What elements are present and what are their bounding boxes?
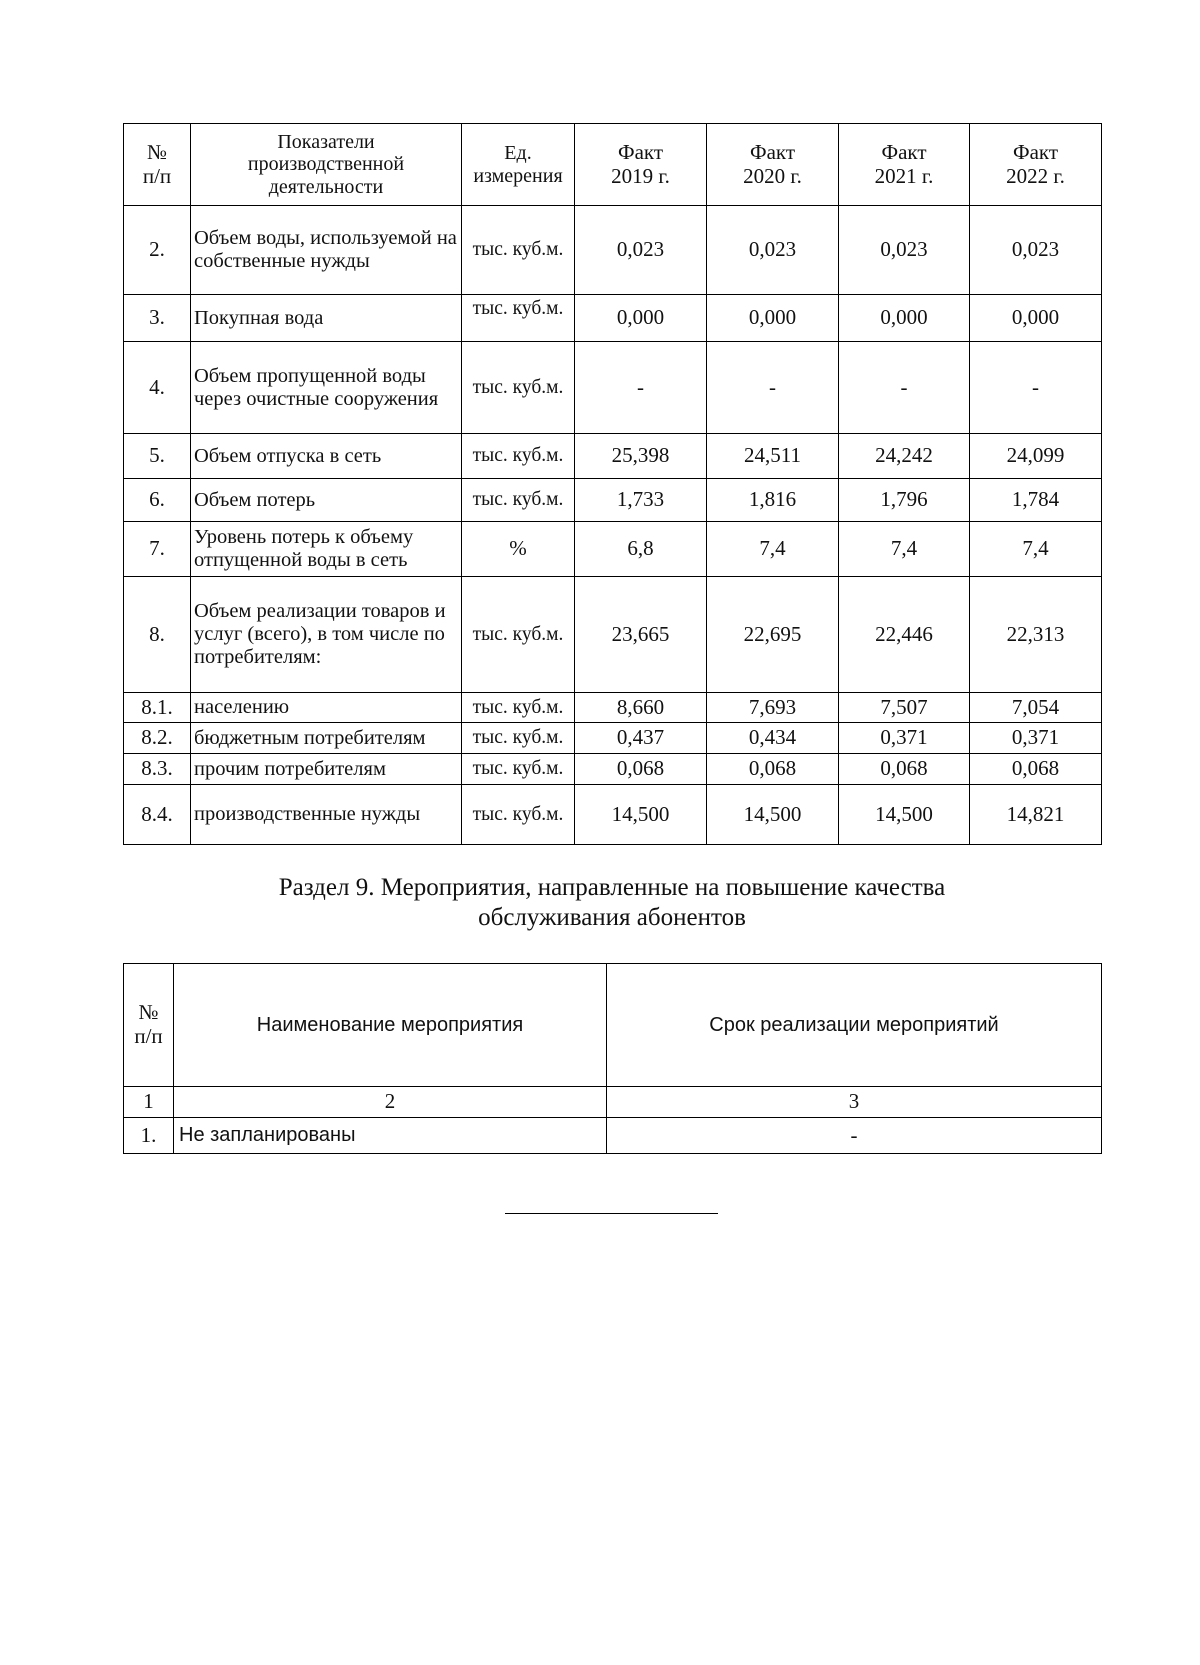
value-2022: 14,821: [970, 785, 1102, 845]
row-unit: тыс. куб.м.: [462, 754, 575, 785]
row-num: 8.4.: [124, 785, 191, 845]
value-2020: 22,695: [707, 577, 839, 693]
value-2019: 8,660: [575, 693, 707, 723]
row-indicator: Объем реализации товаров и услуг (всего), в том числе по потребителям:: [191, 577, 462, 693]
table-row: [124, 522, 1102, 577]
header-implementation-term: Срок реализации мероприятий: [607, 964, 1102, 1087]
value-2019: 25,398: [575, 434, 707, 479]
value-2021: 7,507: [839, 693, 970, 723]
section-title-line-2: обслуживания абонентов: [478, 904, 746, 931]
row-unit: %: [462, 522, 575, 577]
value-2022: -: [970, 342, 1102, 434]
value-2019: 0,437: [575, 723, 707, 754]
value-2021: -: [839, 342, 970, 434]
value-2021: 0,023: [839, 206, 970, 295]
table-row: [124, 342, 1102, 434]
header-fact-2021: Факт 2021 г.: [839, 124, 970, 206]
header-num: № п/п: [124, 124, 191, 206]
value-2022: 0,371: [970, 723, 1102, 754]
value-2020: 7,693: [707, 693, 839, 723]
row-indicator: Объем отпуска в сеть: [191, 434, 462, 479]
row-num: 2.: [124, 206, 191, 295]
header-measure-name: Наименование мероприятия: [174, 964, 607, 1087]
value-2020: 14,500: [707, 785, 839, 845]
value-2022: 22,313: [970, 577, 1102, 693]
row-indicator: Объем воды, используемой на собственные нужды: [191, 206, 462, 295]
value-2019: 23,665: [575, 577, 707, 693]
row-indicator: населению: [191, 693, 462, 723]
value-2020: 1,816: [707, 479, 839, 522]
end-of-document-rule: [505, 1213, 718, 1214]
value-2021: 14,500: [839, 785, 970, 845]
column-number-3: 3: [607, 1087, 1102, 1118]
row-unit: тыс. куб.м.: [462, 434, 575, 479]
value-2019: -: [575, 342, 707, 434]
row-unit: тыс. куб.м.: [462, 723, 575, 754]
row-num: 8.2.: [124, 723, 191, 754]
table-row: [124, 577, 1102, 693]
table-row: [124, 1118, 1102, 1154]
value-2021: 0,068: [839, 754, 970, 785]
row-unit: тыс. куб.м.: [462, 785, 575, 845]
value-2019: 0,023: [575, 206, 707, 295]
row-num: 7.: [124, 522, 191, 577]
header-num: № п/п: [124, 964, 174, 1087]
row-num: 8.3.: [124, 754, 191, 785]
table-header-row: [124, 964, 1102, 1087]
row-indicator: бюджетным потребителям: [191, 723, 462, 754]
production-indicators-table: [123, 123, 1102, 845]
table-row: [124, 754, 1102, 785]
header-indicator: Показатели производственной деятельности: [191, 124, 462, 206]
value-2020: 0,023: [707, 206, 839, 295]
row-implementation-term: -: [607, 1118, 1102, 1154]
header-fact-2019: Факт 2019 г.: [575, 124, 707, 206]
header-fact-2020: Факт 2020 г.: [707, 124, 839, 206]
value-2019: 0,000: [575, 295, 707, 342]
row-unit: тыс. куб.м.: [462, 295, 575, 342]
table-row: [124, 693, 1102, 723]
value-2019: 0,068: [575, 754, 707, 785]
row-unit: тыс. куб.м.: [462, 577, 575, 693]
value-2021: 7,4: [839, 522, 970, 577]
row-indicator: Объем пропущенной воды через очистные сооружения: [191, 342, 462, 434]
row-measure-name: Не запланированы: [174, 1118, 607, 1154]
value-2022: 0,023: [970, 206, 1102, 295]
column-number-2: 2: [174, 1087, 607, 1118]
value-2022: 0,000: [970, 295, 1102, 342]
table-row: [124, 723, 1102, 754]
row-num: 5.: [124, 434, 191, 479]
value-2020: 0,000: [707, 295, 839, 342]
column-number-1: 1: [124, 1087, 174, 1118]
value-2022: 24,099: [970, 434, 1102, 479]
value-2019: 1,733: [575, 479, 707, 522]
row-indicator: прочим потребителям: [191, 754, 462, 785]
value-2020: 7,4: [707, 522, 839, 577]
column-numbers-row: [124, 1087, 1102, 1118]
row-unit: тыс. куб.м.: [462, 342, 575, 434]
value-2019: 6,8: [575, 522, 707, 577]
value-2022: 0,068: [970, 754, 1102, 785]
row-unit: тыс. куб.м.: [462, 479, 575, 522]
value-2021: 0,371: [839, 723, 970, 754]
row-num: 3.: [124, 295, 191, 342]
value-2021: 1,796: [839, 479, 970, 522]
row-unit: тыс. куб.м.: [462, 206, 575, 295]
row-num: 6.: [124, 479, 191, 522]
section-title-line-1: Раздел 9. Мероприятия, направленные на повышение качества: [278, 874, 946, 901]
value-2022: 7,4: [970, 522, 1102, 577]
row-num: 4.: [124, 342, 191, 434]
row-num: 8.1.: [124, 693, 191, 723]
value-2021: 0,000: [839, 295, 970, 342]
row-indicator: Покупная вода: [191, 295, 462, 342]
row-num: 8.: [124, 577, 191, 693]
table-row: [124, 479, 1102, 522]
table-row: [124, 206, 1102, 295]
value-2022: 7,054: [970, 693, 1102, 723]
value-2020: 0,068: [707, 754, 839, 785]
value-2021: 24,242: [839, 434, 970, 479]
row-indicator: Объем потерь: [191, 479, 462, 522]
table-row: [124, 785, 1102, 845]
service-measures-table: [123, 963, 1102, 1154]
value-2020: 0,434: [707, 723, 839, 754]
row-unit: тыс. куб.м.: [462, 693, 575, 723]
value-2022: 1,784: [970, 479, 1102, 522]
table-row: [124, 295, 1102, 342]
value-2019: 14,500: [575, 785, 707, 845]
value-2020: -: [707, 342, 839, 434]
table-row: [124, 434, 1102, 479]
value-2021: 22,446: [839, 577, 970, 693]
value-2020: 24,511: [707, 434, 839, 479]
table-header-row: [124, 124, 1102, 206]
header-fact-2022: Факт 2022 г.: [970, 124, 1102, 206]
row-indicator: Уровень потерь к объему отпущенной воды в сеть: [191, 522, 462, 577]
row-num: 1.: [124, 1118, 174, 1154]
row-indicator: производственные нужды: [191, 785, 462, 845]
header-unit: Ед. измерения: [462, 124, 575, 206]
section-9-title: [123, 873, 1101, 933]
